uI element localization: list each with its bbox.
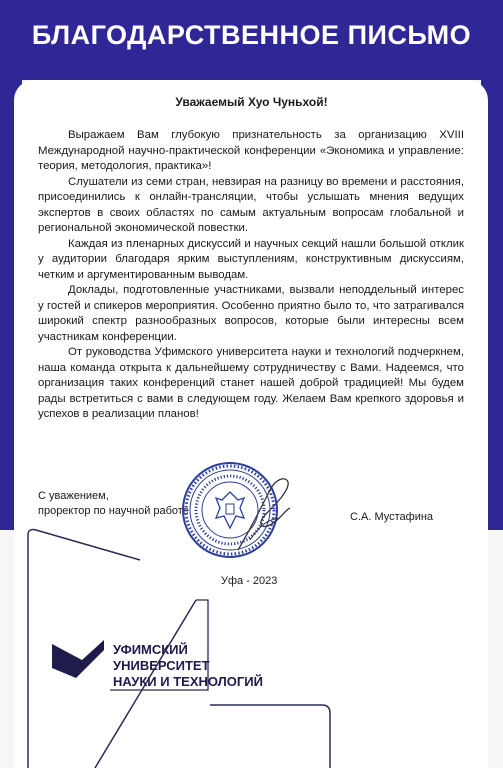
page-title: БЛАГОДАРСТВЕННОЕ ПИСЬМО: [31, 20, 472, 50]
university-logo-text: [113, 642, 263, 690]
signer-position: проректор по научной работе: [38, 504, 189, 517]
city-year: Уфа - 2023: [221, 575, 278, 587]
logo-line-2: УНИВЕРСИТЕТ: [113, 658, 210, 673]
paragraph-1: Выражаем Вам глубокую признательность за организацию XVIII Международной научно-практической конференции «Экономика и управление: теория, методология, практика»!: [38, 129, 464, 172]
logo-line-3: НАУКИ И ТЕХНОЛОГИЙ: [113, 674, 263, 689]
paragraph-4: Доклады, подготовленные участниками, вызвали неподдельный интерес у гостей и спикеров мероприятия. Особенно приятно было то, что затрагивался широкий спектр разнообразных вопросов, которые были интересны всем участникам конференции.: [38, 284, 464, 343]
signature-block: [38, 489, 189, 518]
paragraph-5: От руководства Уфимского университета науки и технологий подчеркнем, наша команда открыта к дальнейшему сотрудничеству с Вами. Надеемся, что организация таких конференций станет нашей доброй традицией! Мы будем рады встретиться с вами в следующем году. Желаем Вам крепкого здоровья и успехов в реализации планов!: [38, 346, 464, 420]
paragraph-3: Каждая из пленарных дискуссий и научных секций нашли большой отклик у аудитории благодаря ярким выступлениям, конструктивным дискуссиям, четким и аргументированным выводам.: [38, 237, 464, 281]
salutation: Уважаемый Хуо Чуньхой!: [175, 95, 328, 109]
ufa-university-logo-icon: [52, 638, 104, 678]
paragraph-2: Слушатели из семи стран, невзирая на разницу во времени и расстояния, присоединились к онлайн-трансляции, чтобы услышать мнения ведущих экспертов в своих областях по самым актуальным вопросам глобальной и региональной экономической повестки.: [38, 175, 464, 234]
logo-line-1: УФИМСКИЙ: [113, 642, 188, 657]
signatory-name: С.А. Мустафина: [350, 511, 434, 523]
closing-text: С уважением,: [38, 490, 109, 502]
handwritten-signature-icon: [230, 470, 300, 560]
